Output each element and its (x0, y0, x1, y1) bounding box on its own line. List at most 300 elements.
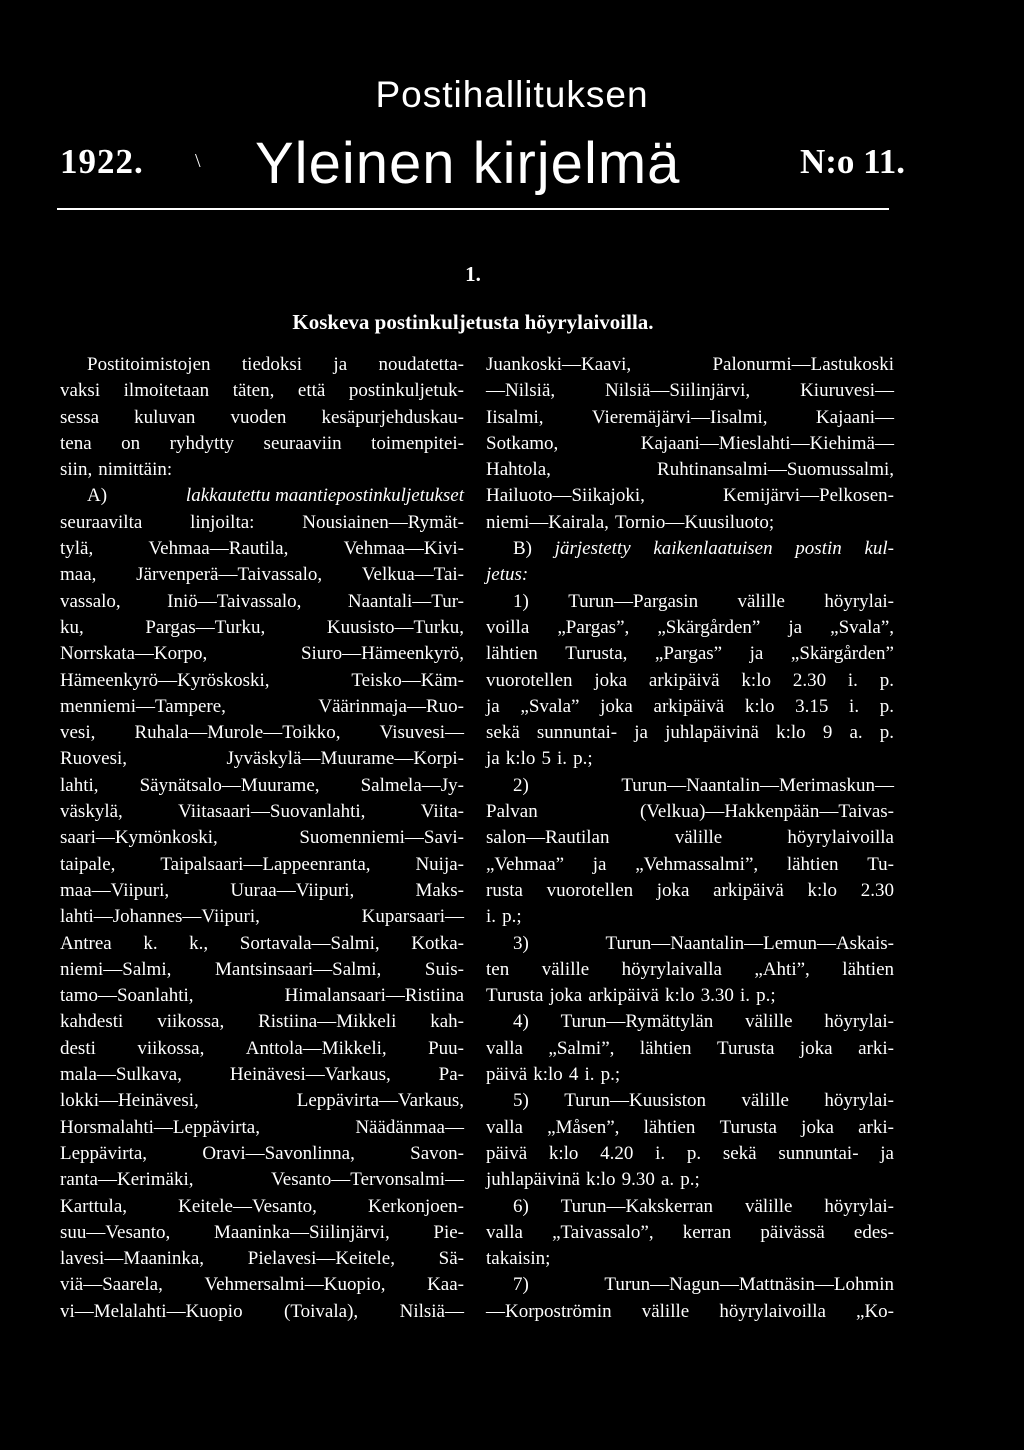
text-word: viikossa, (137, 1037, 205, 1059)
text-line (60, 1009, 464, 1035)
text-line (60, 457, 464, 483)
text-word: a. (660, 1169, 675, 1191)
text-word: 7) (513, 1274, 529, 1296)
text-word: viikossa, (157, 1011, 225, 1033)
text-word: Viitasaari—Suovanlahti, (178, 801, 366, 823)
text-word: linjoilta: (190, 511, 255, 533)
text-word: Nilsiä—Siilinjärvi, (605, 380, 751, 402)
text-word: Vesanto—Tervonsalmi— (271, 1169, 464, 1191)
text-word: 3) (513, 932, 529, 954)
text-word: „Ko- (856, 1300, 894, 1322)
text-word: salon—Rautilan (486, 827, 610, 849)
text-word: i. (584, 1064, 595, 1086)
text-word: „Ahti”, (754, 958, 810, 980)
text-line (60, 694, 464, 720)
text-word: Ruhtinansalmi—Suomussalmi, (657, 459, 894, 481)
text-word: p.; (756, 985, 776, 1007)
text-word: Vieremäjärvi—Iisalmi, (591, 406, 768, 428)
text-word: kesäpurjehduskau- (321, 406, 464, 428)
text-word: Juankoski—Kaavi, (486, 354, 632, 375)
text-line (60, 1036, 464, 1062)
text-word: menniemi—Tampere, (60, 695, 226, 717)
text-word: joka (600, 695, 633, 717)
text-line (60, 1088, 464, 1114)
text-word: Nousiainen—Rymät- (302, 511, 464, 533)
text-word: Palvan (486, 801, 538, 823)
text-word: 4.20 (600, 1142, 634, 1164)
text-word: Turun—Naantalin—Merimaskun— (621, 774, 894, 796)
text-word: juhlapäivinä (486, 1169, 580, 1191)
text-word: 5 (541, 748, 551, 770)
text-word: höyrylaivalla (621, 958, 722, 980)
text-word: noudatetta- (378, 354, 464, 375)
text-word: k:lo (744, 695, 775, 717)
text-word: sekä (486, 722, 520, 744)
text-line (486, 352, 894, 378)
text-word: „Pargas”, (557, 616, 630, 638)
text-word: Kiuruvesi— (800, 380, 894, 402)
text-line (60, 931, 464, 957)
text-word: suu—Vesanto, (60, 1221, 171, 1243)
text-word: 6) (513, 1195, 529, 1217)
text-word: arkipäivä (588, 985, 659, 1007)
text-word: 4 (568, 1064, 579, 1086)
text-word: Turun—Kuusiston (564, 1090, 707, 1112)
text-word: edes- (853, 1221, 894, 1243)
text-word: k:lo (741, 669, 771, 691)
text-word: p.; (573, 748, 593, 770)
text-line (60, 641, 464, 667)
text-line (486, 641, 894, 667)
text-word: p.; (600, 1064, 621, 1086)
text-word: Pargas—Turku, (145, 616, 266, 638)
text-word: väskylä, (60, 801, 123, 823)
text-word: saari—Kymönkoski, (60, 827, 218, 849)
text-word: Puu- (428, 1037, 464, 1059)
text-line (60, 825, 464, 851)
text-word: „Vehmassalmi”, (635, 853, 759, 875)
text-word: Taipalsaari—Lappeenranta, (160, 853, 371, 875)
text-line (60, 1062, 464, 1088)
text-word: ja (749, 643, 764, 665)
text-line (486, 1299, 894, 1325)
text-line (486, 720, 894, 746)
text-word: 2) (513, 774, 529, 796)
text-word: 4) (513, 1011, 529, 1033)
document-number: N:o 11. (800, 142, 905, 181)
text-word: Himalansaari—Ristiina (284, 985, 464, 1007)
text-word: vuorotellen (486, 669, 573, 691)
document-year: 1922. (60, 142, 144, 181)
text-word: höyrylai- (824, 1011, 894, 1033)
text-word: maa, (60, 564, 97, 586)
text-word: Tornio—Kuusiluoto; (615, 511, 775, 533)
text-word: lahti—Johannes—Viipuri, (60, 906, 260, 928)
text-word: jetus: (486, 564, 529, 586)
text-word: k., (189, 932, 209, 954)
text-word: Pa- (438, 1064, 464, 1086)
text-word: höyrylai- (824, 1090, 894, 1112)
text-line (60, 773, 464, 799)
text-line (60, 378, 464, 404)
text-word: Siuro—Hämeenkyrö, (300, 643, 464, 665)
text-word: päivässä (760, 1221, 825, 1243)
text-word: —Nilsiä, (486, 380, 556, 402)
text-word: 9.30 (621, 1169, 655, 1191)
text-word: „Taivassalo”, (552, 1221, 654, 1243)
text-word: 3.30 (700, 985, 734, 1007)
text-line (486, 694, 894, 720)
text-line (486, 1115, 894, 1141)
text-word: Maks- (415, 879, 464, 901)
text-word: Savon- (410, 1142, 464, 1164)
text-word: i. (739, 985, 751, 1007)
text-word: täten, (232, 380, 275, 402)
text-word: „Svala” (520, 695, 580, 717)
text-word: Antrea (60, 932, 112, 954)
document-title: Yleinen kirjelmä (255, 131, 681, 196)
text-line (486, 983, 894, 1009)
text-line (60, 957, 464, 983)
text-word: maa—Viipuri, (60, 879, 170, 901)
text-word: Ristiina—Mikkeli (258, 1011, 397, 1033)
text-word: Suomenniemi—Savi- (299, 827, 464, 849)
text-word: „Skärgården” (790, 643, 894, 665)
text-line (486, 878, 894, 904)
text-word: Palonurmi—Lastukoski (712, 354, 894, 375)
issuing-authority: Postihallituksen (375, 74, 649, 115)
text-word: Horsmalahti—Leppävirta, (60, 1116, 260, 1138)
text-word: on (121, 432, 141, 454)
text-word: välille (737, 590, 785, 612)
right-text-column (486, 352, 894, 1325)
text-word: Turusta, (565, 643, 628, 665)
text-word: Nuija- (415, 853, 464, 875)
text-word: Norrskata—Korpo, (60, 643, 208, 665)
text-word: Vehmaa—Kivi- (343, 538, 464, 560)
text-word: Anttola—Mikkeli, (245, 1037, 387, 1059)
text-word: Vehmersalmi—Kuopio, (204, 1274, 386, 1296)
text-line (60, 720, 464, 746)
text-word: toimenpitei- (371, 432, 464, 454)
text-word: lähtien (842, 958, 894, 980)
text-word: k:lo (586, 1169, 616, 1191)
text-word: B) (513, 538, 532, 560)
text-word: ja (788, 616, 803, 638)
text-word: kuluvan (134, 406, 196, 428)
text-word: Salmela—Jy- (360, 774, 464, 796)
text-word: Oravi—Savonlinna, (202, 1142, 355, 1164)
text-line (60, 1115, 464, 1141)
text-word: i. (847, 669, 858, 691)
text-word: joka (549, 985, 583, 1007)
text-word: niemi—Salmi, (60, 958, 172, 980)
text-line (60, 1167, 464, 1193)
text-line (486, 589, 894, 615)
text-word: Kotka- (411, 932, 464, 954)
text-word: Näädänmaa— (355, 1116, 464, 1138)
text-word: ja (486, 695, 500, 717)
text-word: vuoden (230, 406, 287, 428)
text-word: sessa (60, 406, 100, 428)
text-word: „Salmi”, (548, 1037, 615, 1059)
text-word: 9 (822, 722, 833, 744)
text-word: Keitele—Vesanto, (178, 1195, 317, 1217)
text-word: Pie- (433, 1221, 464, 1243)
text-word: kul- (864, 538, 894, 560)
text-word: välille (674, 827, 723, 849)
text-word: Kuusisto—Turku, (326, 616, 464, 638)
text-word: joka (801, 1116, 834, 1138)
text-word: lähtien (786, 853, 839, 875)
text-word: sekä (722, 1142, 757, 1164)
text-word: (Velkua)—Hakkenpään—Taivas- (639, 801, 894, 823)
text-word: 1) (513, 590, 529, 612)
text-word: p.; (680, 1169, 700, 1191)
text-word: arki- (858, 1116, 894, 1138)
text-word: lakkautettu maantiepostinkuljetukset (185, 485, 464, 507)
text-word: seuraaviin (263, 432, 342, 454)
text-word: höyrylaivoilla (787, 827, 894, 849)
text-line (60, 1194, 464, 1220)
text-word: vesi, (60, 722, 96, 744)
text-line (486, 799, 894, 825)
text-word: valla (486, 1037, 523, 1059)
text-word: ja (333, 354, 348, 375)
text-word: höyrylai- (824, 1195, 894, 1217)
text-word: kah- (430, 1011, 464, 1033)
text-word: Kajaani— (815, 406, 894, 428)
text-word: Viita- (420, 801, 464, 823)
text-word: Ruovesi, (60, 748, 128, 770)
text-word: Suis- (424, 958, 464, 980)
text-word: tamo—Soanlahti, (60, 985, 194, 1007)
text-word: arki- (858, 1037, 894, 1059)
text-word: „Skärgården” (657, 616, 761, 638)
text-word: kaikenlaatuisen (653, 538, 773, 560)
text-word: Hahtola, (486, 459, 551, 481)
text-line (486, 1246, 894, 1272)
text-word: Hailuoto—Siikajoki, (486, 485, 645, 507)
text-word: k:lo (548, 1142, 579, 1164)
text-line (486, 378, 894, 404)
text-word: nimittäin: (98, 459, 173, 481)
text-word: ja (634, 722, 648, 744)
text-word: ranta—Kerimäki, (60, 1169, 194, 1191)
text-word: Mantsinsaari—Salmi, (215, 958, 382, 980)
text-line (60, 483, 464, 509)
text-line (60, 878, 464, 904)
text-word: tiedoksi (241, 354, 303, 375)
text-line (486, 457, 894, 483)
stray-mark: \ (195, 150, 201, 172)
text-word: vaksi (60, 380, 101, 402)
text-line (60, 904, 464, 930)
text-word: Jyväskylä—Muurame—Korpi- (226, 748, 464, 770)
text-word: Visuvesi— (379, 722, 464, 744)
text-word: ja (486, 748, 500, 770)
text-word: Maaninka—Siilinjärvi, (213, 1221, 390, 1243)
section-title: Koskeva postinkuljetusta höyrylaivoilla. (292, 310, 654, 334)
text-line (60, 983, 464, 1009)
text-word: Sortavala—Salmi, (239, 932, 380, 954)
text-line (60, 562, 464, 588)
text-word: k:lo (505, 748, 536, 770)
text-line (60, 431, 464, 457)
text-word: Kuparsaari— (361, 906, 464, 928)
text-word: k:lo (533, 1064, 563, 1086)
text-word: Pielavesi—Keitele, (247, 1248, 395, 1270)
text-word: a. (849, 722, 863, 744)
text-word: rusta (486, 879, 523, 901)
text-line (486, 931, 894, 957)
text-word: sunnuntai- (536, 722, 618, 744)
text-word: että (297, 380, 326, 402)
text-line (486, 562, 894, 588)
text-word: Teisko—Käm- (351, 669, 464, 691)
text-word: Turusta (486, 985, 544, 1007)
text-word: vassalo, (60, 590, 121, 612)
text-word: 3.15 (795, 695, 829, 717)
text-word: i. (557, 748, 568, 770)
text-word: ilmoitetaan (123, 380, 210, 402)
text-word: ku, (60, 616, 84, 638)
text-word: Kerkonjoen- (367, 1195, 464, 1217)
text-word: Kaa- (427, 1274, 464, 1296)
text-word: Iniö—Taivassalo, (167, 590, 302, 612)
text-word: lähtien (486, 643, 538, 665)
text-word: Sotkamo, (486, 432, 559, 454)
text-word: järjestetty (554, 538, 631, 560)
text-line (60, 1272, 464, 1298)
text-word: välille (745, 1011, 793, 1033)
text-word: taipale, (60, 853, 116, 875)
text-word: joka (799, 1037, 833, 1059)
text-line (486, 1272, 894, 1298)
text-word: p. (879, 695, 894, 717)
text-word: i. (655, 1142, 666, 1164)
text-word: Ruhala—Murole—Toikko, (134, 722, 341, 744)
text-word: Tu- (867, 853, 894, 875)
text-word: valla (486, 1221, 523, 1243)
text-word: mala—Sulkava, (60, 1064, 182, 1086)
text-line (60, 852, 464, 878)
text-line (486, 852, 894, 878)
text-line (486, 957, 894, 983)
text-word: p. (879, 669, 894, 691)
text-line (60, 352, 464, 378)
text-word: höyrylai- (824, 590, 894, 612)
text-word: Iisalmi, (486, 406, 544, 428)
text-word: Vehmaa—Rautila, (148, 538, 289, 560)
text-line (486, 746, 894, 772)
text-word: Velkua—Tai- (361, 564, 464, 586)
text-word: välille (741, 1090, 789, 1112)
text-line (486, 1036, 894, 1062)
text-line (486, 904, 894, 930)
text-word: juhlapäivinä (665, 722, 759, 744)
left-text-column (60, 352, 464, 1325)
text-line (486, 1141, 894, 1167)
text-word: ryhdytty (169, 432, 235, 454)
text-word: Kemijärvi—Pelkosen- (723, 485, 894, 507)
text-line (60, 746, 464, 772)
text-word: tena (60, 432, 92, 454)
text-word: ten (486, 958, 510, 980)
text-word: voilla (486, 616, 530, 638)
text-word: p. (879, 722, 894, 744)
text-line (486, 405, 894, 431)
text-word: ja (880, 1142, 894, 1164)
text-line (60, 536, 464, 562)
text-word: Heinävesi—Varkaus, (229, 1064, 391, 1086)
text-word: k:lo (776, 722, 806, 744)
text-word: —Korpoströmin (486, 1300, 612, 1322)
text-word: 2.30 (860, 879, 894, 901)
text-word: välille (744, 1195, 793, 1217)
text-word: Naantali—Tur- (347, 590, 464, 612)
text-word: lähtien (639, 1037, 692, 1059)
text-word: Turun—Nagun—Mattnäsin—Lohmin (604, 1274, 894, 1296)
text-line (486, 1194, 894, 1220)
text-line (486, 615, 894, 641)
text-word: viä—Saarela, (60, 1274, 163, 1296)
text-word: 2.30 (792, 669, 827, 691)
text-line (60, 1141, 464, 1167)
text-line (60, 615, 464, 641)
text-line (60, 1246, 464, 1272)
text-word: Leppävirta, (60, 1142, 148, 1164)
text-word: niemi—Kairala, (486, 511, 609, 533)
text-word: Postitoimistojen (87, 354, 211, 375)
text-word: joka (656, 879, 690, 901)
text-word: postinkuljetuk- (348, 380, 464, 402)
text-word: arkipäivä (713, 879, 784, 901)
text-word: vi—Melalahti—Kuopio (60, 1300, 243, 1322)
text-line (486, 773, 894, 799)
text-word: tylä, (60, 538, 94, 560)
text-word: päivä (486, 1064, 528, 1086)
text-word: Karttula, (60, 1195, 128, 1217)
text-word: k:lo (807, 879, 838, 901)
text-word: ja (592, 853, 607, 875)
text-word: desti (60, 1037, 96, 1059)
text-line (60, 1220, 464, 1246)
text-word: Nilsiä— (399, 1300, 464, 1322)
text-word: Turun—Rymättylän (560, 1011, 714, 1033)
text-word: Turun—Kakskerran (560, 1195, 714, 1217)
text-word: arkipäivä (653, 695, 725, 717)
text-word: päivä (486, 1142, 528, 1164)
text-word: k:lo (665, 985, 695, 1007)
text-word: vuorotellen (546, 879, 634, 901)
text-word: Turusta (719, 1116, 777, 1138)
text-line (486, 1167, 894, 1193)
text-line (486, 1088, 894, 1114)
text-word: i. (486, 906, 497, 928)
text-word: välille (541, 958, 590, 980)
text-word: siin, (60, 459, 93, 481)
text-word: Järvenperä—Taivassalo, (136, 564, 323, 586)
text-word: höyrylaivoilla (719, 1300, 826, 1322)
text-line (486, 668, 894, 694)
text-word: arkipäivä (648, 669, 720, 691)
text-word: välille (641, 1300, 690, 1322)
text-word: „Måsen”, (547, 1116, 620, 1138)
text-line (60, 589, 464, 615)
text-line (486, 510, 894, 536)
text-line (60, 1299, 464, 1325)
